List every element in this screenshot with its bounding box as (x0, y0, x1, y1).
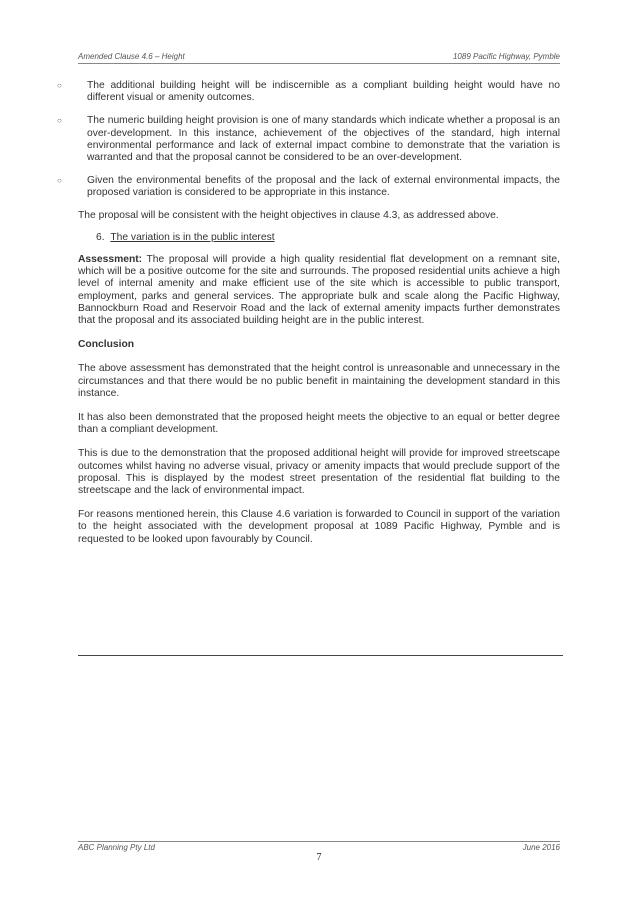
assessment-paragraph (78, 254, 560, 327)
header-left: Amended Clause 4.6 – Height (78, 52, 185, 61)
circle-bullet-icon: ○ (57, 116, 62, 126)
page-header (78, 52, 560, 64)
footer-left: ABC Planning Pty Ltd (78, 843, 155, 852)
page-footer (78, 841, 560, 852)
circle-bullet-icon: ○ (57, 81, 62, 90)
bullet-item (57, 175, 560, 199)
numbered-heading-number: 6. (96, 231, 105, 243)
conclusion-paragraph: It has also been demonstrated that the proposed height meets the objective to an equal or better degree than a compliant development. (78, 412, 560, 436)
consistency-paragraph: The proposal will be consistent with the height objectives in clause 4.3, as addressed above. (78, 209, 499, 221)
conclusion-paragraph: The above assessment has demonstrated that the height control is unreasonable and unnecessary in the circumstances and that there would be no public benefit in maintaining the development standard in this instance. (78, 363, 560, 399)
bullet-text: The numeric building height provision is one of many standards which indicate whether a proposal is an over-development. In this instance, achievement of the objectives of the standard, high internal environmental performance and lack of external impact combine to demonstrate that the variation is warranted and that the proposal cannot be considered to be an over-development. (87, 115, 560, 164)
footer-right: June 2016 (522, 843, 560, 852)
bullet-text: Given the environmental benefits of the proposal and the lack of external environmental impacts, the proposed variation is considered to be appropriate in this instance. (87, 175, 560, 199)
page-number: 7 (316, 852, 322, 863)
conclusion-heading: Conclusion (78, 339, 135, 351)
conclusion-paragraph: This is due to the demonstration that the proposed additional height will provide for improved streetscape outcomes whilst having no adverse visual, privacy or amenity impacts that would preclude support of the proposal. This is displayed by the modest street presentation of the residential flat building to the streetscape and the lack of environmental impact. (78, 448, 560, 497)
assessment-label: Assessment: (78, 254, 143, 266)
assessment-text: The proposal will provide a high quality residential flat development on a remnant site, which will be a positive outcome for the site and surrounds. The proposed residential units achieve a high level of internal amenity and make efficient use of the site which is accessible to public transport, employment, parks and general services. The appropriate bulk and scale along the Pacific Highway, Bannockburn Road and Reservoir Road and the lack of external amenity impacts further demonstrates that the proposal and its associated building height are in the public interest. (78, 254, 560, 327)
bullet-item (57, 115, 560, 164)
numbered-heading (96, 232, 560, 244)
circle-bullet-icon: ○ (57, 176, 62, 186)
numbered-heading-text: The variation is in the public interest (110, 231, 275, 243)
bullet-item (57, 80, 560, 104)
page-body (57, 80, 560, 558)
header-right: 1089 Pacific Highway, Pymble (452, 52, 560, 61)
conclusion-paragraph: For reasons mentioned herein, this Clause 4.6 variation is forwarded to Council in support of the variation to the height associated with the development proposal at 1089 Pacific Highway, Pymble and is requested to be looked upon favourably by Council. (78, 509, 560, 545)
section-divider (78, 655, 563, 656)
bullet-text: The additional building height will be indiscernible as a compliant building height would have no different visual or amenity outcomes. (87, 80, 560, 104)
